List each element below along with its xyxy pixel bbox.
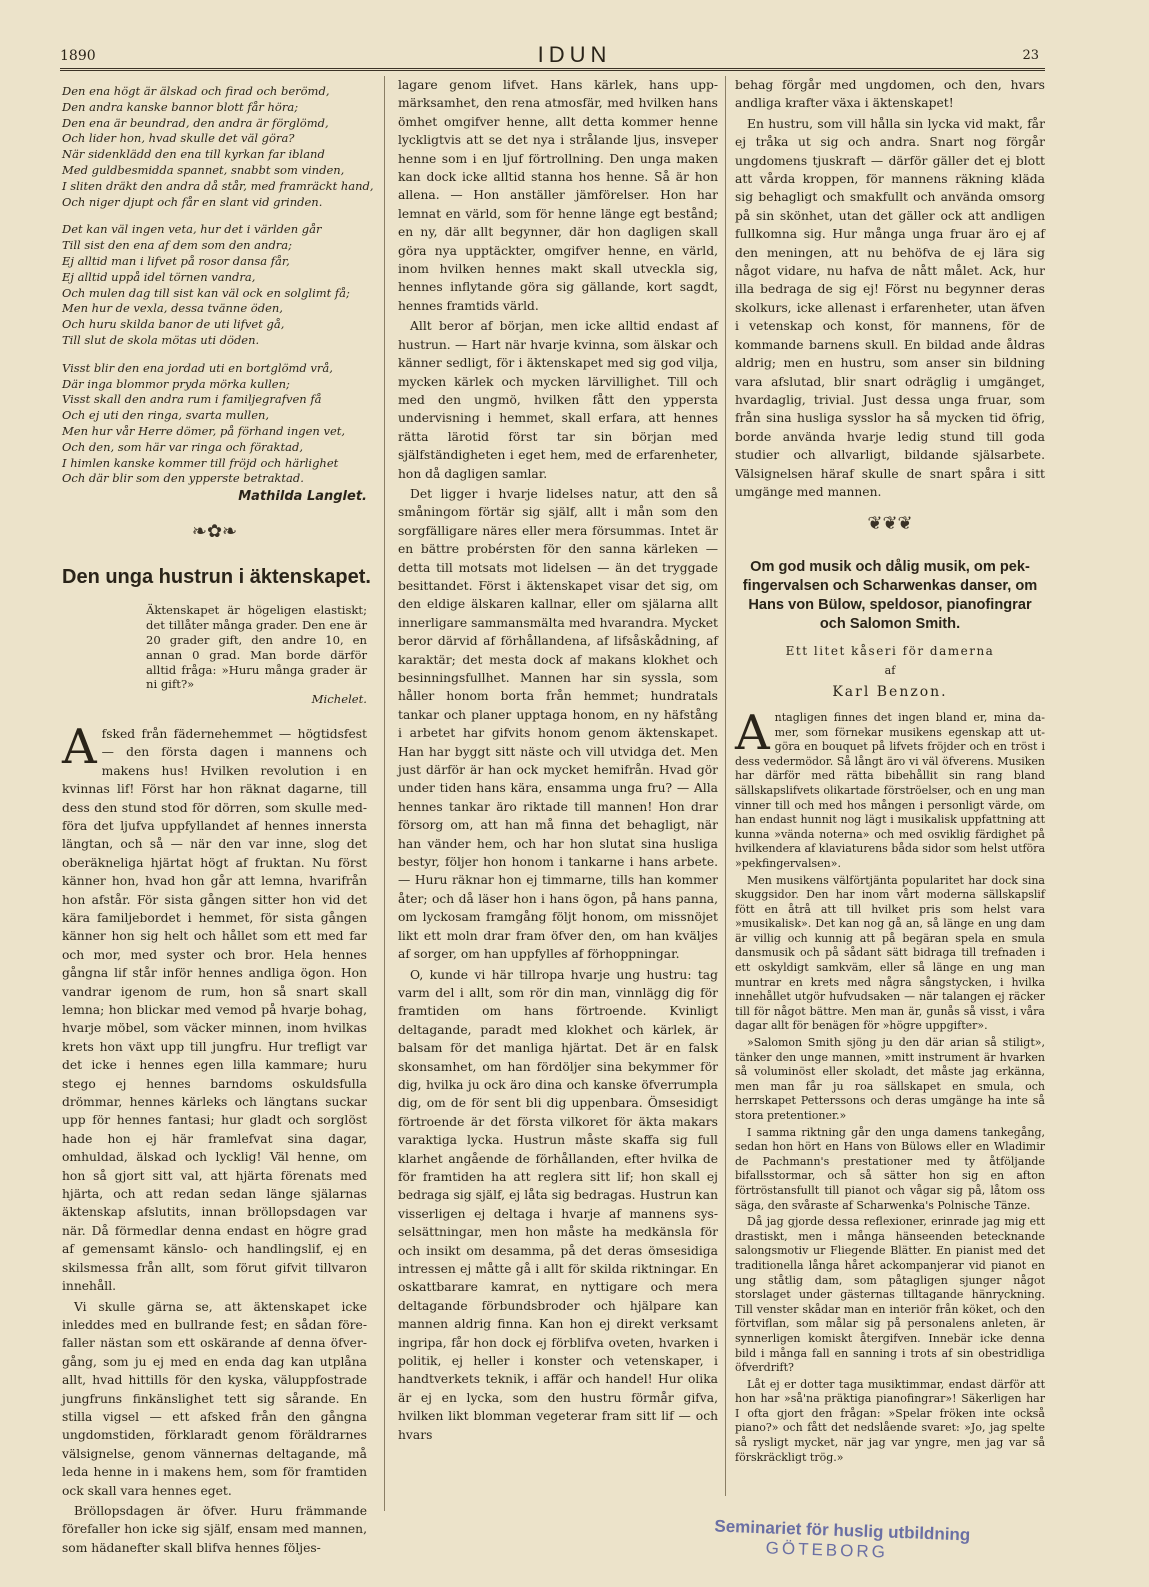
poem-stanza — [62, 222, 367, 348]
paragraph: I samma riktning går den unga damens tankegång, sedan hon hört en Hans von Bülows eller en Wladimir de Pachmann's prestationer med ty åtföljande bifallsstormar, och så sätter hon sig en afton förtröstansfullt till pianot och vågar sig på, låtom oss säga, den svåraste af Scharwenka's Polnische Tänze. — [735, 1125, 1045, 1212]
poem-line: Men hur de vexla, dessa tvänne öden, — [62, 301, 283, 316]
header-rule — [60, 68, 1045, 71]
paragraph: Då jag gjorde dessa reflexioner, erinrade jag mig ett drastiskt, men i många hänseenden betecknande salongsmotiv ur Fliegende Blätter. En pianist med det traditionella långa håret ackompanjerar vid pianot en ung ståtlig dam, som påtagligen sjunger något storslaget under gästernas tilltagande hänryckning. Till venster skådar man en interiör från köket, och den förtviflan, som målar sig på personalens anleten, är synnerligen komiskt återgifven. Innebär icke denna bild i många fall en sanning i trots af sin obestridliga öfverdrift? — [735, 1215, 1045, 1375]
paragraph: Låt ej er dotter taga musiktimmar, endast därför att hon har »så'na präktiga pianofingrar»! Säkerligen har I ofta gjort den frågan: »Spelar fröken inte också piano?» och fått det nedslående svaret: »Jo, jag spelte så rysligt mycket, när jag var yngre, men jag var så förskräckligt trög.» — [735, 1377, 1045, 1464]
poem-stanza — [62, 84, 374, 210]
poem-line: Och där blir som den ypperste betraktad. — [62, 471, 304, 486]
poem-line: Och niger djupt och får en slant vid grinden. — [62, 194, 323, 209]
byline-prefix: af — [884, 664, 896, 678]
poem-line: När sidenklädd den ena till kyrkan far ibland — [62, 147, 325, 162]
page-number: 23 — [1022, 48, 1039, 63]
column-2 — [398, 76, 718, 1446]
paragraph: En hustru, som vill hålla sin lycka vid makt, får ej tråka ut sig och andra. Snart nog förgår ungdomens tjuskraft — därför gäller det ej blott att vårda kroppen, för mannens räkning kläda sig behagligt och smakfullt och använda omsorg på sin skönhet, utan det gäller ock att andligen fullkomna sig. Hur många unga fruar äro ej af den meningen, att nu behöfva de ej lära sig något vidare, nu hafva de nått målet. Ack, hur illa bedraga de sig ej! Först nu begynner deras skolkurs, icke allenast i erfarenheter, utan äfven i vetenskap och konst, för mannens, för de kommande barnens skull. En bildad ande åldras aldrig; men en hustru, som anser sin bildning vara afslutad, blir snart odräglig i umgänget, hvardaglig, trivial. Just dessa unga fruar, som från sina husliga sysslor ha så mycken tid öfrig, borde använda hvarje ledig stund till goda studier och allvarligt, bildande själsarbete. Välsignelsen häraf skulle de snart spåra i sitt umgänge med mannen. — [735, 116, 1045, 499]
paragraph: Vi skulle gärna se, att äktenskapet icke inleddes med en bullrande fest; en sådan förefaller nästan som ett oskärande af denna öfvergång, som ju ej med en enda dag kan utplåna allt, hvad hittills för den kyska, väluppfostrade jungfruns finkänslighet tett sig sårande. En stilla vigsel — ett afsked från den gångna ungdomstiden, förklaradt genom föräldrarnes välsignelse, genom vännernas deltagande, må leda henne in i makens hem, som för framtiden ock skall vara hennes eget. — [62, 1299, 367, 1498]
drop-cap: A — [735, 704, 770, 761]
library-stamp — [713, 1517, 970, 1566]
column-1 — [62, 76, 374, 1559]
poem-stanza — [62, 361, 367, 487]
paragraph: Men musikens välförtjänta popularitet har dock sina skuggsidor. Den har inom vårt moderna sällskapslif fött en åtrå att till hvilket pris som helst vara »musikalisk». Det kan nog gå an, så länge en ung dam är villig och kunnig att på begäran spela en smula dansmusik och på sådant sätt bidraga till trefnaden i ett oskyldigt samkväm, eller så länge en ung man muntrar en krets med några sångstycken, i hvilka innehållet utgör hufvudsaken — när talangen ej räcker till för något bättre. Men man är, gunås så visst, i våra dagar allt för benägen för »högre uppgifter». — [735, 873, 1045, 1033]
column-divider — [725, 76, 726, 1496]
poem-line: Visst blir den ena jordad uti en bortglömd vrå, — [62, 360, 333, 375]
article-subtitle: Ett litet kåseri för damerna — [785, 643, 995, 658]
poem-line: Och den, som här var ringa och föraktad, — [62, 439, 304, 454]
paragraph: Bröllopsdagen är öfver. Huru främmande förefaller hon icke sig själf, ensam med mannen, som hädanefter skall blifva hennes följes- — [62, 1503, 367, 1555]
poem-line: Till slut de skola mötas uti döden. — [62, 332, 260, 347]
ornament-icon: ❦❦❦ — [867, 513, 913, 535]
poem-line: Ej alltid man i lifvet på rosor dansa får, — [62, 253, 290, 268]
article-body — [735, 704, 1045, 1465]
ornament-icon: ❧✿❧ — [191, 520, 238, 542]
poem-line: Den andra kanske bannor blott får höra; — [62, 99, 299, 114]
article-title: Den unga hustrun i äktenskapet. — [62, 566, 371, 589]
drop-cap: A — [62, 718, 97, 775]
epigraph-source: Michelet. — [311, 692, 367, 707]
paragraph: O, kunde vi här tillropa hvarje ung hustru: tag varm del i allt, som rör din man, vinnlägg dig för framtiden om hans förtroende. Kvinligt deltagande, paradt med klokhet och kärlek, är balsam för det manliga hjärtat. Det är en falsk skonsamhet, om han fördöljer sina bekymmer för dig, hvilka ju ock äro dina och kanske öfverrumpla dig, om de för sent bli dig uppenbara. Ömsesidigt förtroende är det första vilkoret för äkta makars varaktiga lycka. Hustrun måste skaffa sig full klarhet angående de förhållanden, efter hvilka de för framtiden ha att reglera sitt lif; hon skall ej bedraga sig själf, ej låta sig bedragas. Hustrun kan visserligen ej deltaga i hvarje af mannens sysselsättningar, men hon måste ha medkänsla för och insikt om desamma, på det deras ömsesidiga intressen ej måtte gå i allt för skilda riktningar. En oskattbarare kamrat, en nyttigare och mera deltagande förbundsbroder och hjälpare kan mannen aldrig finna. Kan hon ej direkt verksamt ingripa, får hon dock ej förblifva oveten, hvarken i politik, ej heller i konster och vetenskaper, i handtverkets teknik, i affär och handel! Hur olika är ej en lycka, som den hustru förmår gifva, hvilken likt blomman vegeterar fram sitt lif — och hvars — [398, 967, 718, 1442]
poem-line: Och ej uti den ringa, svarta mullen, — [62, 408, 270, 423]
poem-line: Till sist den ena af dem som den andra; — [62, 238, 293, 253]
poem — [62, 84, 374, 505]
column-3 — [735, 76, 1045, 1467]
article-title: Om god musik och dålig musik, om pekfingervalsen och Scharwenkas danser, om Hans von Bülow, speldosor, pianofingrar och Salomon Smith. — [742, 558, 1038, 632]
paragraph: behag förgår med ungdomen, och den, hvars andliga krafter växa i äktenskapet! — [735, 78, 1045, 111]
poem-line: Den ena högt är älskad och firad och berömd, — [62, 84, 330, 98]
poem-line: Och mulen dag till sist kan väl ock en solglimt få; — [62, 285, 350, 300]
column-divider — [384, 76, 385, 1511]
poem-line: Och lider hon, hvad skulle det väl göra? — [62, 131, 295, 146]
paragraph: Allt beror af början, men icke alltid endast af hustrun. — Hart när hvarje kvinna, som älskar och känner sedligt, för i äktenskapet med sig god vilja, mycken kärlek och mycken lärvillighet. Till och med den ungmö, hvilken fått den yppersta undervisning i hemmet, skall erfara, att hennes rätta lärotid först tar sin början med själfständigheten i eget hem, med de erfarenheter, hon då dagligen samlar. — [398, 319, 718, 481]
poem-line: Visst skall den andra rum i familjegrafven få — [62, 392, 322, 407]
poem-author: Mathilda Langlet. — [238, 489, 367, 505]
paragraph: fsked från fädernehemmet — högtidsfest — den första dagen i mannens och makens hus! Hvilken revolution i en kvinnas lif! Först har hon räknat dagarne, till dess den stund stod för dörren, som skulle medföra det ljufva uppfyllandet af hennes innersta längtan, och så — när den var inne, slog det oberäkneliga hjärtat högt af fruktan. Nu först känner hon, hvad hon går att lemna, hvarifrån hon afstår. För sista gången sitter hon vid det kära familjebordet i hemmet, för sista gången känner hon sig helt och hållet som ett med far och mor, med syster och bror. Hela hennes gångna lif står inför hennes andliga ögon. Hon vandrar igenom de rum, hon så snart skall lemna; hon blickar med vemod på hvarje bohag, hvarje möbel, som väcker minnen, inom hvilkas krets hon växt upp till jungfru. Hur trefligt var det icke i hennes egen lilla kammare; huru stego ej hennes barndoms oskuldsfulla drömmar, hennes kärleks och längtans suckar upp för hennes fantasi; hur gladt och sorglöst hade hon ej här framlefvat sina dagar, omhuldad, älskad och lycklig! Väl henne, om hon så gjort sitt val, att hjärta förenats med hjärta, och att redan sedan länge själarnas äktenskap afslutits, innan bröllopsdagen var när. Då förmedlar denna endast en högre grad af gemensamt känslo- och handlingslif, ej en skilsmessa från allt, som förut gifvit tillvaron innehåll. — [62, 726, 367, 1294]
poem-line: Där inga blommor pryda mörka kullen; — [62, 376, 290, 391]
header-year: 1890 — [60, 48, 96, 64]
masthead-title: IDUN — [537, 42, 612, 67]
poem-line: I himlen kanske kommer till fröjd och härlighet — [62, 455, 339, 470]
poem-line: Ej alltid uppå idel törnen vandra, — [62, 269, 256, 284]
poem-line: Den ena är beundrad, den andra är förglömd, — [62, 115, 329, 130]
paragraph: Det ligger i hvarje lidelses natur, att den så småningom förtär sig själf, allt i mån som den sorgfälligare näres eller mera försummas. Intet är en bättre probérsten för den sanna kärleken — detta till motsats mot lidelsen — än det tryggade besittandet. Först i äktenskapet visar det sig, om den eldige älskaren kallnar, eller om själarna allt innerligare sammansmälta med hvarandra. Mycket beror därvid af förhållandena, af lifsåskådning, af karaktär; det mesta dock af makans klokhet och besinningsfullhet. Mannen har sin syssla, som håller honom borta från hemmet; hundratals tankar och planer upptaga honom, en ny häfstång i arbetet har gifvits honom genom äktenskapet. Han har byggt sitt näste och vill utvidga det. Men just därför är han ock mycket hemifrån. Hvad gör under tiden hans kära, ensamma unga fru? — Alla hennes tankar äro riktade till mannen! Hon drar försorg om, att han må finna det behagligt, när han vänder hem, och har hon slutat sina husliga bestyr, följer hon honom i tankarne i hans arbete. — Huru räknar hon ej timmarne, tills han kommer åter; och då läser hon i hans ögon, på hans panna, om lyckosam framgång följt honom, om missnöjet likt ett moln drar fram öfver den, om han kväljes af sorger, om han uppfylles af förhoppningar. — [398, 486, 718, 962]
poem-line: Det kan väl ingen veta, hur det i världen går — [62, 222, 322, 237]
poem-line: Med guldbesmidda spannet, snabbt som vinden, — [62, 162, 345, 177]
epigraph-text: Äktenskapet är högeligen elastiskt; det tillåter många grader. Den ene är 20 grader gift, den andre 10, en annan 0 grad. Man borde därför alltid fråga: »Huru många grader är ni gift?» — [146, 603, 367, 692]
paragraph: ntagligen finnes det ingen bland er, mina damer, som förnekar musikens egenskap att utgöra en bouquet på lifvets fröjder och en tröst i dess vedermödor. Så långt äro vi väl öfverens. Musiken har därför med rätta bibehållit sin rang bland sällskapslifvets olikartade förströelser, och en ung man vinner till och med hos mången i personligt värde, om han endast hunnit nog lägt i musikalisk uppfattning att kunna »vända noterna» och med osviklig färdighet på hvilkendera af klaviaturens båda sidor som helst utföra »pekfingervalsen». — [735, 710, 1045, 870]
poem-line: Och huru skilda banor de uti lifvet gå, — [62, 317, 285, 332]
stamp-line: GÖTEBORG — [765, 1538, 889, 1562]
poem-line: I sliten dräkt den andra då står, med framräckt hand, — [62, 178, 374, 193]
stamp-line: Seminariet för huslig utbildning — [714, 1516, 971, 1545]
poem-line: Men hur vår Herre dömer, på förhand ingen vet, — [62, 423, 346, 438]
paragraph: »Salomon Smith sjöng ju den där arian så stiligt», tänker den unge mannen, »mitt instrument är hvarken så voluminöst eller skoladt, det måste jag erkänna, men man får ju roa sällskapet en smula, och herrskapet Petterssons och deras umgänge ha inte så stora pretentioner.» — [735, 1036, 1045, 1122]
article-author: Karl Benzon. — [832, 683, 948, 700]
epigraph — [146, 603, 367, 707]
paragraph: lagare genom lifvet. Hans kärlek, hans uppmärksamhet, den rena atmosfär, med hvilken hans ömhet omgifver henne, allt detta kommer henne lyckligtvis att se det nya i strålande ljus, insveper henne som i en ljuf förtrollning. Den unga maken kan dock icke alltid stanna hos henne. Så är hon allena. — Hon anställer jämförelser. Hon har lemnat en värld, som för henne länge egt bestånd; en ny, där allt begynner, där hon dagligen skall göra nya upptäckter, omgifver henne, en värld, inom hvilken hennes makt skall utveckla sig, hennes inflytande göra sig gällande, kort sagdt, hennes framtids värld. — [398, 78, 718, 313]
